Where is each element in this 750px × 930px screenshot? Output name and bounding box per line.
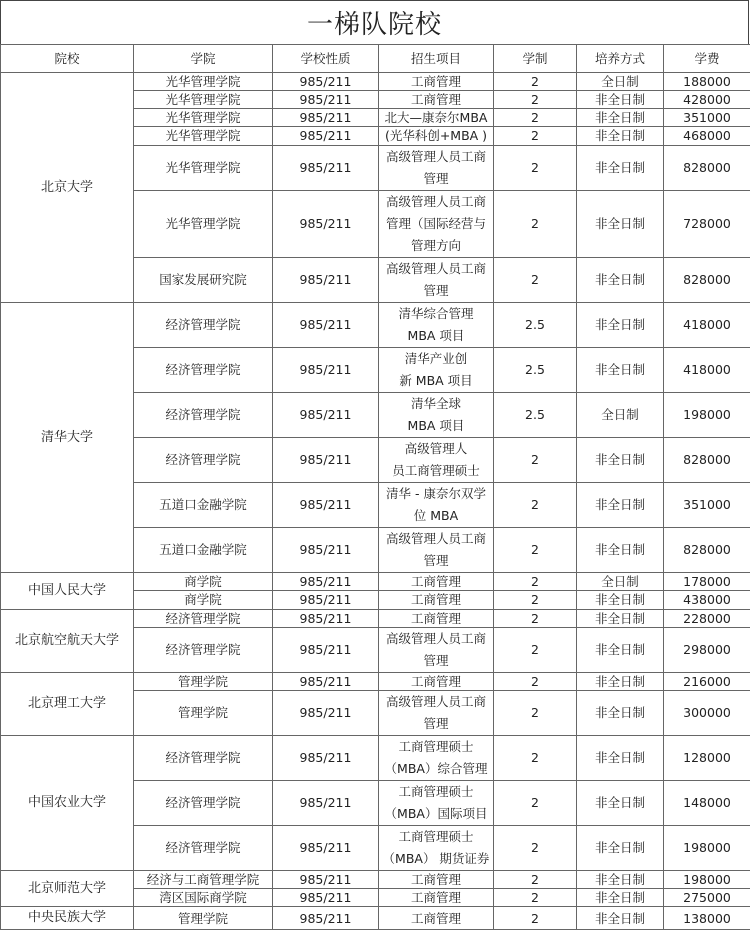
college-cell: 经济管理学院 <box>134 438 273 483</box>
fee-cell: 728000 <box>664 191 750 258</box>
years-cell: 2 <box>494 191 577 258</box>
program-cell: 工商管理 <box>379 871 494 889</box>
school-name-cell: 中国人民大学 <box>1 573 134 610</box>
years-cell: 2 <box>494 628 577 673</box>
mode-cell: 全日制 <box>577 393 664 438</box>
fee-cell: 198000 <box>664 826 750 871</box>
table-row <box>1 736 750 781</box>
nature-cell: 985/211 <box>273 127 379 146</box>
mode-cell: 非全日制 <box>577 109 664 127</box>
college-cell: 经济管理学院 <box>134 610 273 628</box>
mode-cell: 非全日制 <box>577 907 664 930</box>
table-row <box>1 610 750 628</box>
fee-cell: 298000 <box>664 628 750 673</box>
nature-cell: 985/211 <box>273 73 379 91</box>
nature-cell: 985/211 <box>273 483 379 528</box>
nature-cell: 985/211 <box>273 191 379 258</box>
nature-cell: 985/211 <box>273 109 379 127</box>
mode-cell: 非全日制 <box>577 871 664 889</box>
nature-cell: 985/211 <box>273 781 379 826</box>
program-cell: 工商管理 <box>379 91 494 109</box>
years-cell: 2 <box>494 438 577 483</box>
college-cell: 光华管理学院 <box>134 73 273 91</box>
nature-cell: 985/211 <box>273 736 379 781</box>
school-name-cell: 北京大学 <box>1 73 134 303</box>
program-cell: 高级管理人员工商 管理 <box>379 258 494 303</box>
fee-cell: 351000 <box>664 109 750 127</box>
nature-cell: 985/211 <box>273 889 379 907</box>
mode-cell: 全日制 <box>577 573 664 591</box>
college-cell: 经济管理学院 <box>134 628 273 673</box>
table-row <box>1 73 750 91</box>
college-cell: 经济管理学院 <box>134 303 273 348</box>
school-name-cell: 北京航空航天大学 <box>1 610 134 673</box>
nature-cell: 985/211 <box>273 826 379 871</box>
college-cell: 经济管理学院 <box>134 393 273 438</box>
years-cell: 2 <box>494 907 577 930</box>
nature-cell: 985/211 <box>273 673 379 691</box>
program-cell: 工商管理硕士 （MBA） 期货证券 <box>379 826 494 871</box>
program-cell: 工商管理 <box>379 907 494 930</box>
program-cell: 工商管理 <box>379 889 494 907</box>
school-name-cell: 北京师范大学 <box>1 871 134 907</box>
program-cell: 高级管理人员工商 管理 <box>379 146 494 191</box>
college-cell: 国家发展研究院 <box>134 258 273 303</box>
program-cell: 高级管理人 员工商管理硕士 <box>379 438 494 483</box>
college-cell: 五道口金融学院 <box>134 528 273 573</box>
fee-cell: 468000 <box>664 127 750 146</box>
years-cell: 2.5 <box>494 393 577 438</box>
mode-cell: 非全日制 <box>577 258 664 303</box>
years-cell: 2.5 <box>494 303 577 348</box>
table-row <box>1 673 750 691</box>
program-cell: 高级管理人员工商 管理（国际经营与 管理方向 <box>379 191 494 258</box>
fee-cell: 418000 <box>664 348 750 393</box>
program-cell: 工商管理 <box>379 73 494 91</box>
program-cell: 清华全球 MBA 项目 <box>379 393 494 438</box>
fee-cell: 828000 <box>664 528 750 573</box>
page-title: 一梯队院校 <box>0 0 749 45</box>
college-cell: 商学院 <box>134 573 273 591</box>
years-cell: 2 <box>494 91 577 109</box>
fee-cell: 275000 <box>664 889 750 907</box>
program-cell: 工商管理 <box>379 673 494 691</box>
years-cell: 2 <box>494 591 577 610</box>
program-cell: 工商管理 <box>379 573 494 591</box>
mode-cell: 非全日制 <box>577 691 664 736</box>
college-cell: 湾区国际商学院 <box>134 889 273 907</box>
mode-cell: 非全日制 <box>577 781 664 826</box>
college-cell: 五道口金融学院 <box>134 483 273 528</box>
years-cell: 2 <box>494 483 577 528</box>
tuition-table <box>0 44 750 930</box>
school-name-cell: 清华大学 <box>1 303 134 573</box>
nature-cell: 985/211 <box>273 691 379 736</box>
nature-cell: 985/211 <box>273 393 379 438</box>
fee-cell: 188000 <box>664 73 750 91</box>
mode-cell: 非全日制 <box>577 483 664 528</box>
table-row <box>1 871 750 889</box>
mode-cell: 非全日制 <box>577 348 664 393</box>
program-cell: 工商管理硕士 （MBA）综合管理 <box>379 736 494 781</box>
mode-cell: 非全日制 <box>577 127 664 146</box>
years-cell: 2 <box>494 258 577 303</box>
college-cell: 光华管理学院 <box>134 146 273 191</box>
school-name-cell: 中国农业大学 <box>1 736 134 871</box>
fee-cell: 438000 <box>664 591 750 610</box>
program-cell: 清华产业创 新 MBA 项目 <box>379 348 494 393</box>
nature-cell: 985/211 <box>273 528 379 573</box>
col-nature-header: 学校性质 <box>273 45 379 73</box>
table-row <box>1 303 750 348</box>
nature-cell: 985/211 <box>273 907 379 930</box>
years-cell: 2 <box>494 610 577 628</box>
mode-cell: 非全日制 <box>577 303 664 348</box>
fee-cell: 418000 <box>664 303 750 348</box>
program-cell: 工商管理 <box>379 591 494 610</box>
program-cell: 高级管理人员工商 管理 <box>379 691 494 736</box>
college-cell: 管理学院 <box>134 691 273 736</box>
years-cell: 2 <box>494 673 577 691</box>
nature-cell: 985/211 <box>273 610 379 628</box>
mode-cell: 非全日制 <box>577 528 664 573</box>
nature-cell: 985/211 <box>273 573 379 591</box>
college-cell: 经济管理学院 <box>134 348 273 393</box>
col-fee-header: 学费 <box>664 45 750 73</box>
years-cell: 2 <box>494 691 577 736</box>
nature-cell: 985/211 <box>273 438 379 483</box>
fee-cell: 128000 <box>664 736 750 781</box>
fee-cell: 178000 <box>664 573 750 591</box>
nature-cell: 985/211 <box>273 258 379 303</box>
years-cell: 2 <box>494 146 577 191</box>
nature-cell: 985/211 <box>273 146 379 191</box>
fee-cell: 148000 <box>664 781 750 826</box>
col-school-header: 院校 <box>1 45 134 73</box>
school-name-cell: 北京理工大学 <box>1 673 134 736</box>
nature-cell: 985/211 <box>273 91 379 109</box>
mode-cell: 非全日制 <box>577 736 664 781</box>
fee-cell: 198000 <box>664 393 750 438</box>
mode-cell: 非全日制 <box>577 438 664 483</box>
fee-cell: 138000 <box>664 907 750 930</box>
program-cell: 高级管理人员工商 管理 <box>379 528 494 573</box>
program-cell: 北大—康奈尔MBA <box>379 109 494 127</box>
col-mode-header: 培养方式 <box>577 45 664 73</box>
nature-cell: 985/211 <box>273 871 379 889</box>
fee-cell: 428000 <box>664 91 750 109</box>
college-cell: 光华管理学院 <box>134 191 273 258</box>
nature-cell: 985/211 <box>273 303 379 348</box>
years-cell: 2 <box>494 127 577 146</box>
college-cell: 管理学院 <box>134 907 273 930</box>
program-cell: 高级管理人员工商 管理 <box>379 628 494 673</box>
mode-cell: 非全日制 <box>577 826 664 871</box>
program-cell: 工商管理硕士 （MBA）国际项目 <box>379 781 494 826</box>
table-row <box>1 573 750 591</box>
fee-cell: 828000 <box>664 146 750 191</box>
mode-cell: 非全日制 <box>577 591 664 610</box>
program-cell: 清华综合管理 MBA 项目 <box>379 303 494 348</box>
school-name-cell: 中央民族大学 <box>1 907 134 930</box>
years-cell: 2 <box>494 889 577 907</box>
college-cell: 商学院 <box>134 591 273 610</box>
mode-cell: 非全日制 <box>577 628 664 673</box>
program-cell: 清华 - 康奈尔双学 位 MBA <box>379 483 494 528</box>
mode-cell: 非全日制 <box>577 889 664 907</box>
college-cell: 经济管理学院 <box>134 736 273 781</box>
mode-cell: 非全日制 <box>577 146 664 191</box>
mode-cell: 非全日制 <box>577 610 664 628</box>
nature-cell: 985/211 <box>273 348 379 393</box>
college-cell: 管理学院 <box>134 673 273 691</box>
mode-cell: 全日制 <box>577 73 664 91</box>
years-cell: 2 <box>494 781 577 826</box>
nature-cell: 985/211 <box>273 591 379 610</box>
col-program-header: 招生项目 <box>379 45 494 73</box>
fee-cell: 351000 <box>664 483 750 528</box>
college-cell: 经济管理学院 <box>134 781 273 826</box>
col-college-header: 学院 <box>134 45 273 73</box>
years-cell: 2 <box>494 73 577 91</box>
college-cell: 光华管理学院 <box>134 91 273 109</box>
col-years-header: 学制 <box>494 45 577 73</box>
nature-cell: 985/211 <box>273 628 379 673</box>
years-cell: 2 <box>494 109 577 127</box>
years-cell: 2 <box>494 871 577 889</box>
table-row <box>1 907 750 930</box>
years-cell: 2 <box>494 573 577 591</box>
table-body <box>1 73 750 930</box>
years-cell: 2 <box>494 528 577 573</box>
mode-cell: 非全日制 <box>577 191 664 258</box>
fee-cell: 198000 <box>664 871 750 889</box>
fee-cell: 300000 <box>664 691 750 736</box>
college-cell: 经济与工商管理学院 <box>134 871 273 889</box>
mode-cell: 非全日制 <box>577 673 664 691</box>
years-cell: 2.5 <box>494 348 577 393</box>
fee-cell: 216000 <box>664 673 750 691</box>
fee-cell: 828000 <box>664 258 750 303</box>
college-cell: 光华管理学院 <box>134 127 273 146</box>
college-cell: 经济管理学院 <box>134 826 273 871</box>
years-cell: 2 <box>494 736 577 781</box>
fee-cell: 228000 <box>664 610 750 628</box>
years-cell: 2 <box>494 826 577 871</box>
mode-cell: 非全日制 <box>577 91 664 109</box>
fee-cell: 828000 <box>664 438 750 483</box>
header-row <box>1 45 750 73</box>
program-cell: 工商管理 <box>379 610 494 628</box>
program-cell: (光华科创+MBA ) <box>379 127 494 146</box>
college-cell: 光华管理学院 <box>134 109 273 127</box>
